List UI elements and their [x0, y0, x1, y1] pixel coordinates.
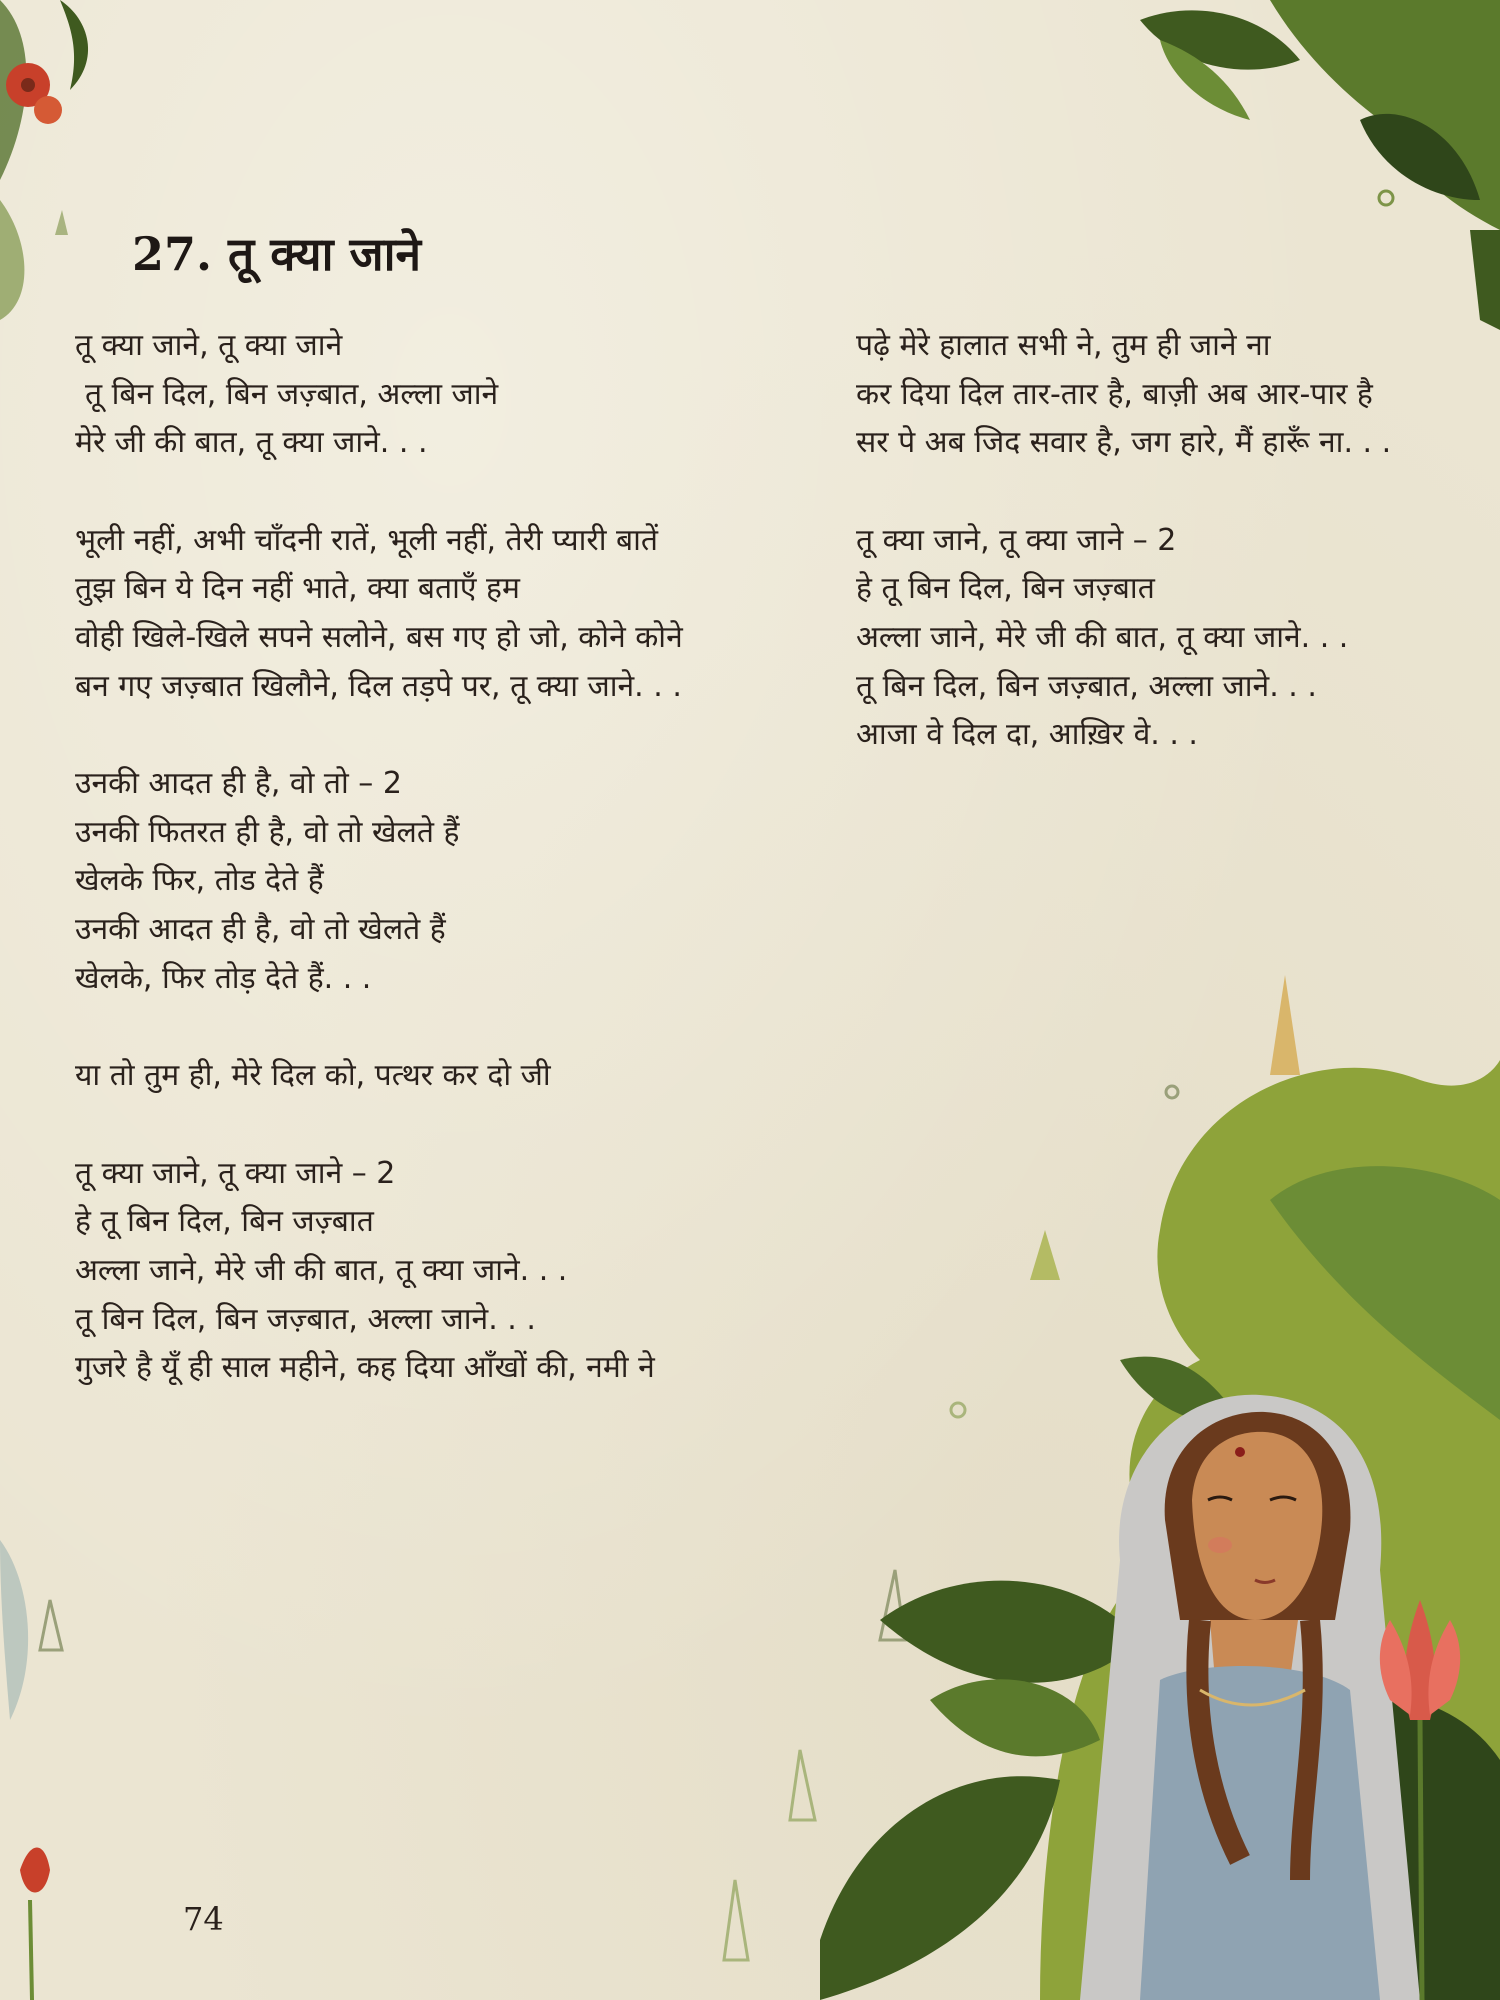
lyric-line: तुझ बिन ये दिन नहीं भाते, क्या बताएँ हम: [75, 571, 520, 607]
stanza: [75, 760, 815, 1003]
lyric-line: हे तू बिन दिल, बिन जज़्बात: [75, 1204, 374, 1240]
lyric-line: हे तू बिन दिल, बिन जज़्बात: [856, 571, 1155, 607]
lyric-line: या तो तुम ही, मेरे दिल को, पत्थर कर दो जी: [75, 1058, 551, 1094]
lyric-line: भूली नहीं, अभी चाँदनी रातें, भूली नहीं, तेरी प्यारी बातें: [75, 522, 659, 558]
lyric-line: तू क्या जाने, तू क्या जाने: [75, 328, 343, 363]
stanza: [75, 517, 815, 711]
lyric-line: बन गए जज़्बात खिलौने, दिल तड़पे पर, तू क्या जाने. . .: [75, 668, 682, 704]
flower-decoration-icon: [0, 1540, 50, 2000]
lyric-line: आजा वे दिल दा, आख़िर वे. . .: [856, 717, 1198, 753]
lyric-line: खेलके, फिर तोड़ देते हैं. . .: [75, 960, 372, 996]
woman-illustration-icon: [820, 1060, 1500, 2000]
flower-decoration-icon: [0, 0, 88, 320]
lyric-line: उनकी आदत ही है, वो तो खेलते हैं: [75, 911, 446, 947]
page-title: 27. तू क्या जाने: [132, 227, 422, 281]
stanza: [75, 322, 815, 468]
lyric-line: तू क्या जाने, तू क्या जाने – 2: [75, 1155, 396, 1191]
lyric-line: अल्ला जाने, मेरे जी की बात, तू क्या जाने. . .: [856, 619, 1349, 655]
lyric-line: कर दिया दिल तार-तार है, बाज़ी अब आर-पार है: [856, 376, 1373, 412]
stanza: [75, 1052, 815, 1101]
lyric-line: तू क्या जाने, तू क्या जाने – 2: [856, 522, 1177, 558]
lyrics-right-column: [856, 322, 1456, 809]
lyric-line: मेरे जी की बात, तू क्या जाने. . .: [75, 425, 428, 461]
lyric-line: तू बिन दिल, बिन जज़्बात, अल्ला जाने. . .: [856, 668, 1317, 704]
lyric-line: तू बिन दिल, बिन जज़्बात, अल्ला जाने. . .: [75, 1301, 536, 1337]
lyric-line: खेलके फिर, तोड देते हैं: [75, 863, 324, 899]
lyric-line: सर पे अब जिद सवार है, जग हारे, मैं हारूँ ना. . .: [856, 425, 1392, 461]
stanza: [856, 517, 1456, 760]
lyrics-left-column: [75, 322, 815, 1442]
stanza: [75, 1150, 815, 1393]
lyric-line: उनकी फितरत ही है, वो तो खेलते हैं: [75, 814, 460, 850]
lyric-line: वोही खिले-खिले सपने सलोने, बस गए हो जो, कोने कोने: [75, 619, 683, 655]
lyric-line: तू बिन दिल, बिन जज़्बात, अल्ला जाने: [85, 376, 499, 412]
lyric-line: पढ़े मेरे हालात सभी ने, तुम ही जाने ना: [856, 328, 1271, 363]
lyric-line: अल्ला जाने, मेरे जी की बात, तू क्या जाने. . .: [75, 1252, 568, 1288]
page-number: 74: [183, 1900, 224, 1938]
lyric-line: गुजरे है यूँ ही साल महीने, कह दिया आँखों की, नमी ने: [75, 1350, 655, 1386]
stanza: [856, 322, 1456, 468]
lyric-line: उनकी आदत ही है, वो तो – 2: [75, 766, 402, 802]
leaf-decoration-icon: [1140, 0, 1500, 330]
